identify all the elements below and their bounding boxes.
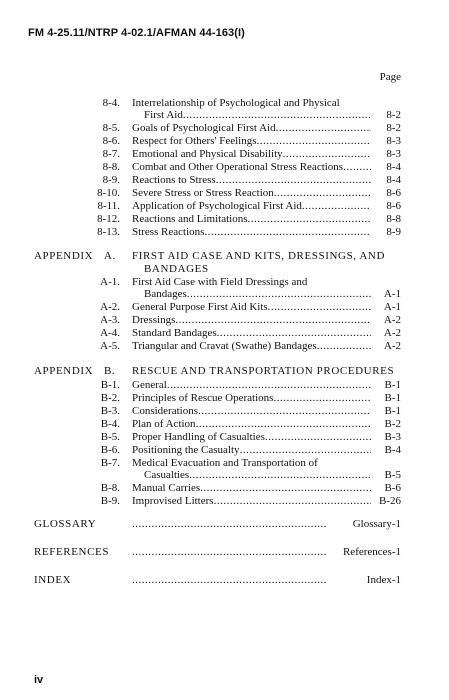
page-column-label: Page — [379, 71, 401, 83]
toc-entry-page: B-2 — [384, 418, 401, 430]
toc-entry-title: Stress Reactions — [132, 226, 205, 238]
dot-leader — [276, 122, 371, 134]
appendix-label: APPENDIX — [34, 365, 94, 377]
toc-entry-page: A-1 — [383, 288, 401, 300]
toc-entry-number: A-3. — [100, 314, 120, 326]
toc-entry-title: Combat and Other Operational Stress Reactions — [132, 161, 344, 173]
toc-entry-page: A-1 — [383, 301, 401, 313]
dot-leader — [217, 327, 371, 339]
toc-entry-title-line1: Interrelationship of Psychological and Physical — [132, 97, 340, 109]
toc-entry-number: B-1. — [100, 379, 120, 391]
dot-leader — [132, 574, 326, 586]
toc-entry-page: B-1 — [384, 405, 401, 417]
toc-entry-title: Dressings — [132, 314, 176, 326]
toc-entry-title: Principles of Rescue Operations — [132, 392, 274, 404]
appendix-letter: A. — [104, 250, 116, 262]
toc-entry-title: Manual Carries — [132, 482, 201, 494]
toc-entry-title: Considerations — [132, 405, 198, 417]
toc-entry-number: 8-10. — [97, 187, 120, 199]
dot-leader — [216, 174, 371, 186]
appendix-title: RESCUE AND TRANSPORTATION PROCEDURES — [132, 365, 395, 377]
toc-entry-title: Positioning the Casualty — [132, 444, 240, 456]
toc-entry-title-leader — [132, 174, 371, 186]
toc-entry-title-leader — [144, 469, 371, 481]
toc-entry-page: B-6 — [384, 482, 401, 494]
toc-entry-title-leader — [132, 392, 371, 404]
dot-leader — [274, 187, 371, 199]
appendix-title: FIRST AID CASE AND KITS, DRESSINGS, AND — [132, 250, 386, 262]
dot-leader — [167, 379, 371, 391]
toc-entry-title-leader — [132, 482, 371, 494]
toc-entry-number: B-6. — [100, 444, 120, 456]
toc-entry-title: Reactions and Limitations — [132, 213, 248, 225]
toc-entry-title-leader — [132, 495, 371, 507]
toc-entry-title: Standard Bandages — [132, 327, 217, 339]
toc-entry-number: 8-4. — [102, 97, 120, 109]
appendix-title-line2: BANDAGES — [144, 263, 209, 275]
toc-entry-title-leader — [144, 288, 371, 300]
toc-entry-page: B-26 — [379, 495, 401, 507]
toc-entry-page: B-5 — [384, 469, 401, 481]
toc-entry-title: Respect for Others' Feelings — [132, 135, 257, 147]
toc-entry-page: 8-9 — [386, 226, 401, 238]
dot-leader — [256, 135, 371, 147]
toc-entry-title-leader — [132, 444, 371, 456]
dot-leader — [198, 405, 371, 417]
toc-entry-page: A-2 — [383, 327, 401, 339]
toc-entry-page: B-4 — [384, 444, 401, 456]
toc-entry-number: 8-6. — [102, 135, 120, 147]
toc-entry-title-leader — [132, 200, 371, 212]
toc-entry-number: B-7. — [100, 457, 120, 469]
toc-entry-number: 8-12. — [97, 213, 120, 225]
toc-entry-title-leader — [144, 109, 371, 121]
toc-entry-page: 8-3 — [386, 148, 401, 160]
toc-entry-number: 8-13. — [97, 226, 120, 238]
toc-entry-number: 8-9. — [102, 174, 120, 186]
toc-entry-number: B-2. — [100, 392, 120, 404]
toc-entry-number: A-2. — [100, 301, 120, 313]
toc-entry-title: Bandages — [144, 288, 187, 300]
toc-entry-title: Proper Handling of Casualties — [132, 431, 265, 443]
backmatter-title: GLOSSARY — [34, 518, 97, 530]
dot-leader — [132, 518, 326, 530]
toc-entry-page: B-1 — [384, 379, 401, 391]
dot-leader — [189, 469, 371, 481]
toc-entry-title-leader — [132, 405, 371, 417]
toc-entry-title-leader — [132, 314, 371, 326]
page-number: iv — [34, 674, 44, 686]
toc-entry-title: Application of Psychological First Aid — [132, 200, 302, 212]
toc-entry-title: General — [132, 379, 167, 391]
toc-entry-title-leader — [132, 122, 371, 134]
page-header: FM 4-25.11/NTRP 4-02.1/AFMAN 44-163(I) — [28, 27, 245, 39]
toc-entry-page: 8-3 — [386, 135, 401, 147]
toc-entry-title: Severe Stress or Stress Reaction — [132, 187, 274, 199]
toc-entry-number: B-4. — [100, 418, 120, 430]
toc-entry-title-leader — [132, 418, 371, 430]
dot-leader — [187, 288, 371, 300]
toc-entry-page: 8-2 — [386, 109, 401, 121]
toc-entry-title-leader — [132, 327, 371, 339]
dot-leader — [200, 482, 371, 494]
toc-entry-number: 8-5. — [102, 122, 120, 134]
toc-entry-page: A-2 — [383, 340, 401, 352]
backmatter-page: References-1 — [342, 546, 401, 558]
backmatter-title: REFERENCES — [34, 546, 110, 558]
toc-entry-title: Reactions to Stress — [132, 174, 216, 186]
toc-entry-page: 8-2 — [386, 122, 401, 134]
backmatter-page: Index-1 — [366, 574, 401, 586]
toc-entry-number: 8-8. — [102, 161, 120, 173]
toc-entry-title: Goals of Psychological First Aid — [132, 122, 276, 134]
appendix-label: APPENDIX — [34, 250, 94, 262]
dot-leader — [268, 301, 371, 313]
toc-entry-title-leader — [132, 379, 371, 391]
toc-entry-page: B-3 — [384, 431, 401, 443]
toc-entry-number: A-4. — [100, 327, 120, 339]
toc-entry-title: Emotional and Physical Disability — [132, 148, 283, 160]
dot-leader — [283, 148, 371, 160]
toc-entry-page: 8-6 — [386, 200, 401, 212]
toc-entry-page: B-1 — [384, 392, 401, 404]
appendix-letter: B. — [104, 365, 116, 377]
toc-entry-page: A-2 — [383, 314, 401, 326]
dot-leader — [240, 444, 371, 456]
toc-entry-number: 8-11. — [97, 200, 120, 212]
toc-entry-title-leader — [132, 187, 371, 199]
toc-entry-title-leader — [132, 340, 371, 352]
dot-leader-dots — [132, 518, 326, 530]
toc-entry-number: A-5. — [100, 340, 120, 352]
toc-entry-title: Casualties — [144, 469, 190, 481]
dot-leader — [247, 213, 371, 225]
toc-entry-title-line1: Medical Evacuation and Transportation of — [132, 457, 318, 469]
toc-entry-page: 8-8 — [386, 213, 401, 225]
toc-entry-title-leader — [132, 135, 371, 147]
dot-leader — [214, 495, 371, 507]
toc-entry-title-leader — [132, 213, 371, 225]
dot-leader — [265, 431, 371, 443]
toc-entry-number: B-5. — [100, 431, 120, 443]
toc-entry-title-line1: First Aid Case with Field Dressings and — [132, 276, 308, 288]
dot-leader — [132, 546, 326, 558]
toc-entry-title-leader — [132, 431, 371, 443]
toc-entry-title-leader — [132, 226, 371, 238]
backmatter-title: INDEX — [34, 574, 72, 586]
dot-leader — [273, 392, 371, 404]
dot-leader — [175, 314, 371, 326]
toc-entry-title-leader — [132, 161, 371, 173]
dot-leader-dots — [132, 574, 326, 586]
toc-entry-number: B-9. — [100, 495, 120, 507]
toc-entry-title: General Purpose First Aid Kits — [132, 301, 268, 313]
dot-leader — [196, 418, 371, 430]
toc-entry-page: 8-4 — [386, 174, 401, 186]
toc-entry-title-leader — [132, 301, 371, 313]
dot-leader-dots — [132, 546, 326, 558]
toc-entry-title: Triangular and Cravat (Swathe) Bandages — [132, 340, 317, 352]
toc-entry-title: First Aid — [144, 109, 183, 121]
toc-entry-number: B-3. — [100, 405, 120, 417]
dot-leader — [204, 226, 371, 238]
toc-entry-page: 8-4 — [386, 161, 401, 173]
backmatter-page: Glossary-1 — [352, 518, 401, 530]
toc-entry-number: A-1. — [100, 276, 120, 288]
dot-leader — [183, 109, 371, 121]
toc-entry-title: Plan of Action — [132, 418, 196, 430]
toc-entry-number: B-8. — [100, 482, 120, 494]
toc-entry-page: 8-6 — [386, 187, 401, 199]
toc-entry-title-leader — [132, 148, 371, 160]
toc-entry-title: Improvised Litters — [132, 495, 214, 507]
toc-entry-number: 8-7. — [102, 148, 120, 160]
